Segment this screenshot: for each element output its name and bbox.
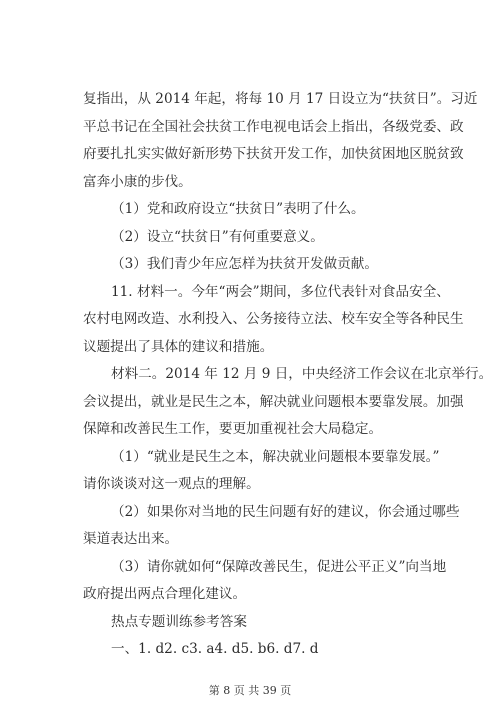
section-heading: 热点专题训练参考答案 xyxy=(111,613,247,630)
question-item: （2）如果你对当地的民生问题有好的建议，你会通过哪些 xyxy=(111,503,460,520)
text-line: 渠道表达出来。 xyxy=(83,531,179,547)
text-line: 保障和改善民生工作，要更加重视社会大局稳定。 xyxy=(83,421,383,437)
answer-line: 一、1. d2. c3. a4. d5. b6. d7. d xyxy=(111,641,319,657)
question-item: （3）请你就如何“保障改善民生，促进公平正义”向当地 xyxy=(111,558,447,575)
page-footer: 第 8 页 共 39 页 xyxy=(208,684,292,697)
text-line: 府要扎扎实实做好新形势下扶贫开发工作，加快贫困地区脱贫致 xyxy=(83,146,464,162)
text-line: 富奔小康的步伐。 xyxy=(83,173,192,190)
question-item: （3）我们青少年应怎样为扶贫开发做贡献。 xyxy=(111,256,378,272)
text-line: 请你谈谈对这一观点的理解。 xyxy=(83,476,260,492)
text-line: 农村电网改造、水利投入、公务接待立法、校车安全等各种民生 xyxy=(83,311,464,327)
text-line: 复指出，从 2014 年起，将每 10 月 17 日设立为“扶贫日”。习近 xyxy=(83,91,478,107)
text-line: 平总书记在全国社会扶贫工作电视电话会上指出，各级党委、政 xyxy=(83,118,464,135)
text-line: 材料二。2014 年 12 月 9 日，中央经济工作会议在北京举行。 xyxy=(111,366,493,382)
text-line: 政府提出两点合理化建议。 xyxy=(83,586,247,602)
text-line: 会议提出，就业是民生之本，解决就业问题根本要靠发展。加强 xyxy=(83,393,464,410)
text-line: 11. 材料一。今年“两会”期间，多位代表针对食品安全、 xyxy=(111,283,450,300)
question-item: （2）设立“扶贫日”有何重要意义。 xyxy=(111,228,324,245)
text-line: 议题提出了具体的建议和措施。 xyxy=(83,338,274,355)
question-item: （1）“就业是民生之本，解决就业问题根本要靠发展。” xyxy=(111,448,440,465)
question-item: （1）党和政府设立“扶贫日”表明了什么。 xyxy=(111,201,365,217)
